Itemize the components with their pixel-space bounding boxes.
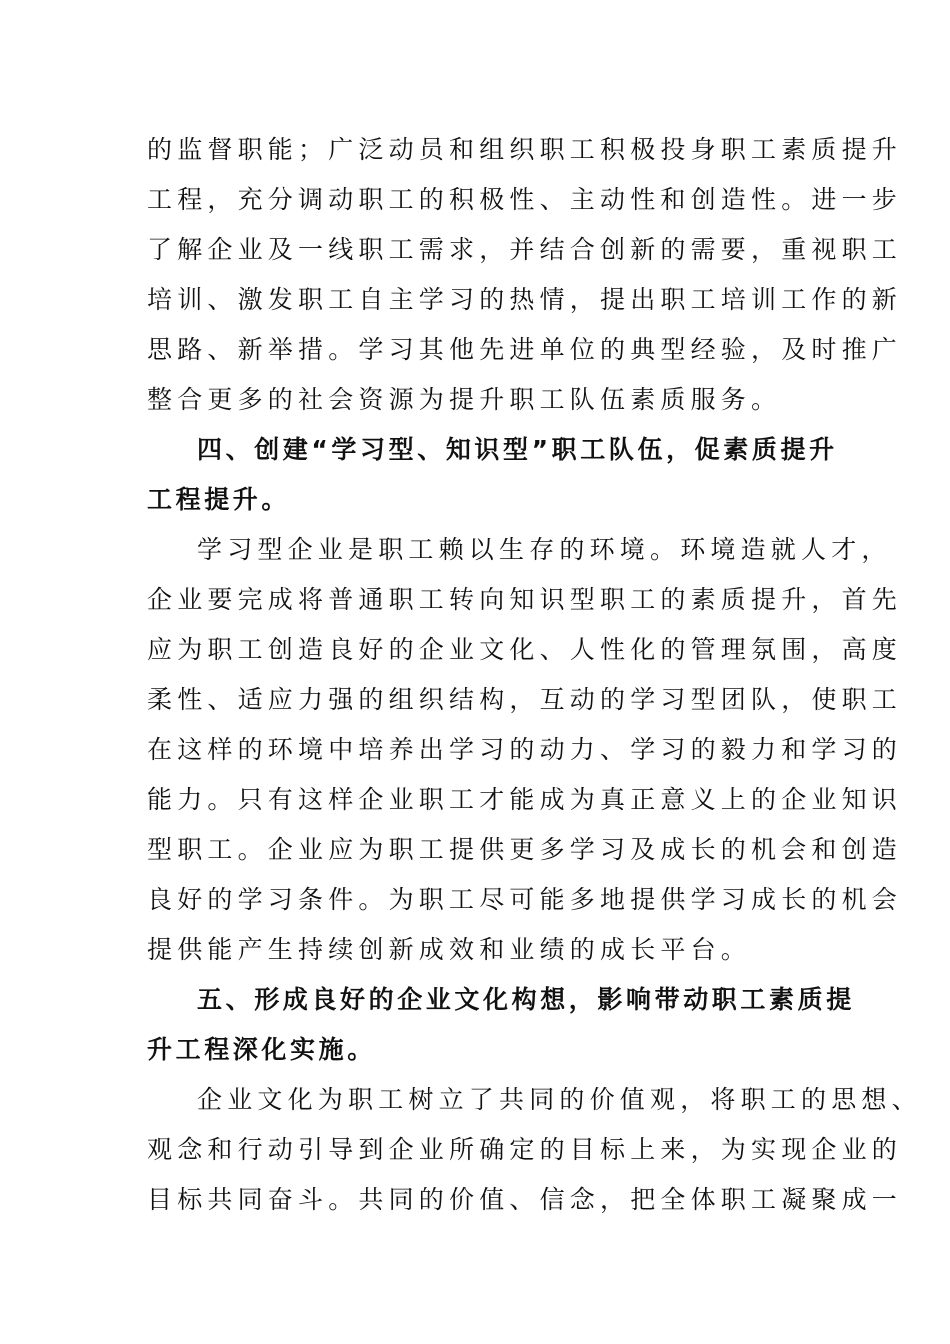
body-text-line: 应为职工创造良好的企业文化、人性化的管理氛围，高度 <box>147 635 903 664</box>
body-text-line: 提供能产生持续创新成效和业绩的成长平台。 <box>147 935 752 964</box>
body-text-line: 培训、激发职工自主学习的热情，提出职工培训工作的新 <box>147 285 903 314</box>
body-text-line: 的监督职能；广泛动员和组织职工积极投身职工素质提升 <box>147 135 903 164</box>
section-heading-4: 四、创建“学习型、知识型”职工队伍，促素质提升 <box>197 435 838 464</box>
paragraph-first-line: 学习型企业是职工赖以生存的环境。环境造就人才， <box>197 535 892 564</box>
body-text-line: 观念和行动引导到企业所确定的目标上来，为实现企业的 <box>147 1135 903 1164</box>
section-heading-5-cont: 升工程深化实施。 <box>147 1035 376 1064</box>
body-text-line: 在这样的环境中培养出学习的动力、学习的毅力和学习的 <box>147 735 903 764</box>
paragraph-first-line: 企业文化为职工树立了共同的价值观，将职工的思想、 <box>197 1085 922 1114</box>
body-text-line: 良好的学习条件。为职工尽可能多地提供学习成长的机会 <box>147 885 903 914</box>
body-text-line: 目标共同奋斗。共同的价值、信念，把全体职工凝聚成一 <box>147 1185 903 1214</box>
body-text-line: 柔性、适应力强的组织结构，互动的学习型团队，使职工 <box>147 685 903 714</box>
body-text-line: 工程，充分调动职工的积极性、主动性和创造性。进一步 <box>147 185 903 214</box>
body-text-line: 型职工。企业应为职工提供更多学习及成长的机会和创造 <box>147 835 903 864</box>
body-text-line: 思路、新举措。学习其他先进单位的典型经验，及时推广 <box>147 335 903 364</box>
body-text-line: 整合更多的社会资源为提升职工队伍素质服务。 <box>147 385 782 414</box>
body-text-line: 了解企业及一线职工需求，并结合创新的需要，重视职工 <box>147 235 903 264</box>
body-text-line: 能力。只有这样企业职工才能成为真正意义上的企业知识 <box>147 785 903 814</box>
section-heading-4-cont: 工程提升。 <box>147 485 291 514</box>
body-text-line: 企业要完成将普通职工转向知识型职工的素质提升，首先 <box>147 585 903 614</box>
section-heading-5: 五、形成良好的企业文化构想，影响带动职工素质提 <box>197 985 855 1014</box>
